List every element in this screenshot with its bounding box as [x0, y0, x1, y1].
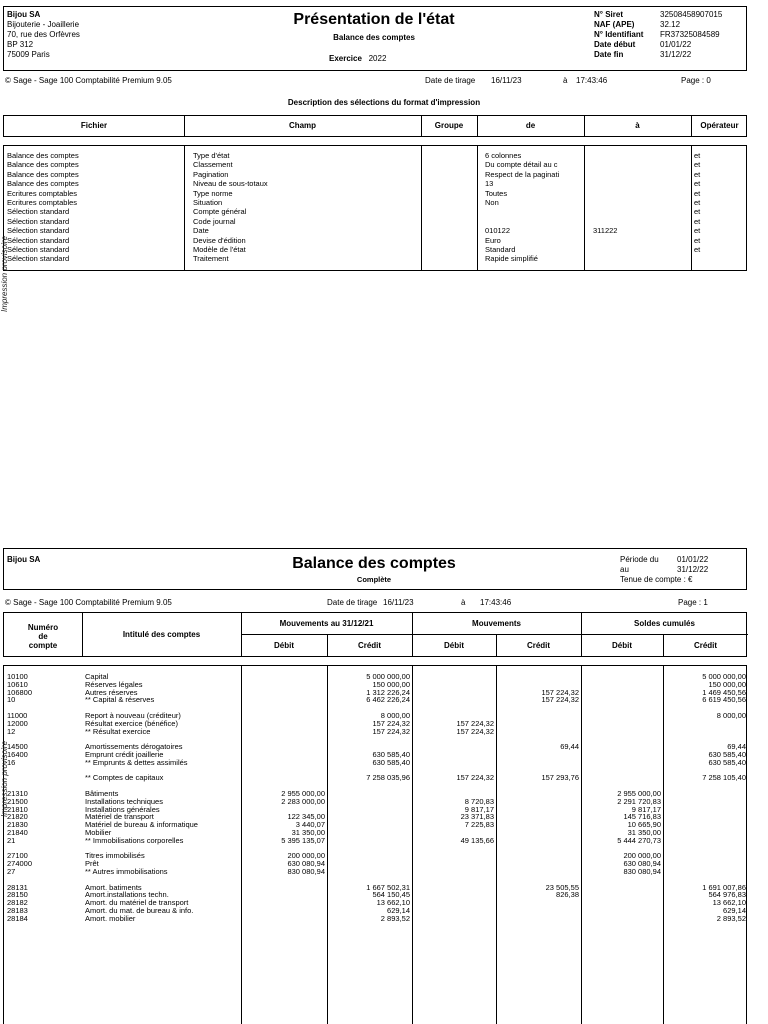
print-info-line	[5, 598, 745, 608]
date-tirage: 16/11/23	[491, 76, 522, 85]
solde-credit: 8 000,00	[716, 711, 746, 720]
exercice	[329, 54, 386, 63]
col-credit: Crédit	[693, 641, 718, 650]
col-debit: Débit	[612, 641, 632, 650]
selection-cell: Balance des comptes	[7, 169, 79, 179]
solde-credit: 13 662,10	[712, 898, 746, 908]
solde-credit: 1 469 450,56	[702, 687, 746, 697]
mvt-ant-debit: 630 080,94	[287, 859, 325, 869]
mvt-ant-credit: 157 224,32	[372, 726, 410, 736]
info-label: N° Identifiant	[594, 30, 644, 39]
selection-cell: 010122	[485, 226, 511, 236]
table-row	[4, 837, 748, 845]
balance-header-box	[3, 548, 747, 590]
mvt-credit: 69,44	[560, 742, 579, 752]
info-value: 32.12	[660, 20, 681, 29]
info-value: FR37325084589	[660, 30, 720, 39]
mvt-ant-credit: 157 224,32	[372, 718, 410, 728]
account-number: 274000	[7, 859, 33, 869]
page-balance	[0, 545, 768, 1024]
mvt-ant-debit: 2 283 000,00	[281, 796, 325, 806]
mvt-credit: 23 505,55	[545, 882, 579, 892]
selection-cell: 6 colonnes	[485, 151, 522, 160]
account-number: 21	[7, 835, 16, 845]
table-row	[4, 759, 748, 767]
mvt-ant-credit: 5 000 000,00	[366, 672, 410, 681]
mvt-ant-debit: 31 350,00	[291, 828, 325, 837]
selection-cell: et	[694, 169, 701, 179]
account-number: 106800	[7, 687, 33, 697]
selection-cell: Pagination	[193, 169, 229, 179]
selection-header	[3, 115, 747, 137]
mvt-credit: 157 224,32	[541, 687, 579, 697]
account-number: 16400	[7, 750, 28, 759]
exercice-value: 2022	[368, 54, 387, 63]
col-credit: Crédit	[357, 641, 382, 650]
selection-cell: Compte général	[193, 207, 247, 217]
selection-cell: Situation	[193, 198, 223, 207]
selection-cell: Niveau de sous-totaux	[193, 179, 268, 189]
selection-cell: Sélection standard	[7, 207, 70, 217]
print-time: 17:43:46	[576, 76, 608, 85]
account-number: 12000	[7, 718, 28, 728]
col-groupe: Groupe	[434, 121, 464, 130]
col-intitule: Intitulé des comptes	[122, 630, 201, 639]
col-debit: Débit	[274, 641, 294, 650]
account-label: Résultat exercice (bénéfice)	[85, 718, 178, 728]
account-number: 21500	[7, 796, 28, 806]
company-line: BP 312	[7, 40, 34, 49]
periode-label: au	[620, 565, 629, 574]
mvt-ant-credit: 8 000,00	[380, 711, 410, 720]
selection-cell: Balance des comptes	[7, 151, 79, 160]
page-presentation	[0, 0, 768, 320]
col-group-mvt-anterieur: Mouvements au 31/12/21	[279, 619, 374, 628]
account-label: Amort.installations techn.	[85, 890, 169, 900]
account-number: 10	[7, 695, 16, 705]
account-label: Emprunt crédit joaillerie	[85, 750, 164, 759]
account-number: 14500	[7, 742, 28, 752]
account-number: 10100	[7, 672, 28, 681]
selection-row	[4, 152, 748, 160]
mvt-ant-credit: 2 893,52	[380, 913, 410, 923]
software-label: © Sage - Sage 100 Comptabilité Premium 9.05	[5, 76, 172, 85]
col-de: de	[525, 121, 536, 130]
periode-label: Tenue de compte : €	[620, 575, 693, 584]
selection-cell: et	[694, 216, 701, 226]
mvt-ant-debit: 2 955 000,00	[281, 789, 325, 798]
periode-values	[677, 555, 745, 575]
account-number: 28131	[7, 882, 28, 892]
a-label: à	[461, 598, 466, 607]
mvt-ant-debit: 830 080,94	[287, 867, 325, 876]
page-subtitle: Balance des comptes	[333, 33, 415, 42]
balance-column-header	[3, 612, 747, 657]
selection-cell: et	[694, 235, 701, 245]
mvt-ant-credit: 1 312 226,24	[366, 687, 410, 697]
selection-cell: Balance des comptes	[7, 179, 79, 189]
account-number: 28182	[7, 898, 28, 908]
periode-value: 01/01/22	[677, 555, 709, 564]
account-label: Mobilier	[85, 828, 112, 837]
mvt-credit: 826,38	[556, 890, 579, 900]
selection-cell: et	[694, 160, 701, 170]
account-label: ** Emprunts & dettes assimilés	[85, 757, 188, 767]
selection-cell: et	[694, 226, 701, 236]
selection-cell: Toutes	[485, 188, 508, 198]
selection-cell: 311222	[593, 226, 618, 236]
account-number: 11000	[7, 711, 28, 720]
selection-cell: Rapide simplifié	[485, 254, 538, 264]
mvt-ant-credit: 13 662,10	[376, 898, 410, 908]
mvt-credit: 157 293,76	[541, 773, 579, 783]
col-credit: Crédit	[526, 641, 551, 650]
account-number: 10610	[7, 679, 28, 689]
col-numero-line: compte	[28, 641, 58, 650]
account-label: Autres réserves	[85, 687, 138, 697]
col-group-soldes: Soldes cumulés	[634, 619, 695, 628]
info-label: Date début	[594, 40, 636, 49]
selection-cell: Standard	[485, 245, 516, 254]
account-label: Bâtiments	[85, 789, 119, 798]
selection-cell: Balance des comptes	[7, 160, 79, 170]
solde-credit: 69,44	[727, 742, 746, 752]
account-number: 21310	[7, 789, 28, 798]
mvt-ant-debit: 200 000,00	[287, 851, 325, 861]
selection-cell: Sélection standard	[7, 216, 70, 226]
a-label: à	[563, 76, 568, 85]
account-number: 28183	[7, 906, 28, 915]
account-number: 27100	[7, 851, 28, 861]
watermark: Impression provisoire	[0, 740, 9, 817]
watermark: Impression provisoire	[0, 235, 9, 312]
selection-cell: Sélection standard	[7, 226, 70, 236]
selection-row	[4, 246, 748, 254]
page-number: Page : 1	[678, 598, 708, 607]
selection-cell: et	[694, 198, 701, 207]
mvt-ant-credit: 150 000,00	[372, 679, 410, 689]
page-title: Présentation de l'état	[293, 11, 455, 28]
selection-cell: Ecritures comptables	[7, 188, 78, 198]
account-number: 21810	[7, 804, 28, 814]
solde-debit: 145 716,83	[623, 812, 661, 822]
selection-row	[4, 218, 748, 226]
mvt-ant-debit: 122 345,00	[287, 812, 325, 822]
mvt-ant-credit: 7 258 035,96	[366, 773, 410, 783]
account-label: Amort. mobilier	[85, 913, 136, 923]
account-label: Amort. du mat. de bureau & info.	[85, 906, 194, 915]
balance-subtitle: Complète	[356, 575, 392, 584]
selection-row	[4, 190, 748, 198]
mvt-debit: 23 371,83	[460, 812, 494, 822]
solde-credit: 6 619 450,56	[702, 695, 746, 705]
mvt-debit: 157 224,32	[456, 718, 494, 728]
info-value: 31/12/22	[660, 50, 692, 59]
solde-debit: 200 000,00	[623, 851, 661, 861]
solde-debit: 2 291 720,83	[617, 796, 661, 806]
info-labels	[594, 10, 664, 60]
account-label: ** Comptes de capitaux	[85, 773, 164, 783]
selection-cell: 13	[485, 179, 494, 189]
selection-row	[4, 227, 748, 235]
account-label: Report à nouveau (créditeur)	[85, 711, 181, 720]
info-value: 32508458907015	[660, 10, 723, 19]
col-fichier: Fichier	[80, 121, 108, 130]
col-a: à	[635, 121, 640, 130]
selection-row	[4, 180, 748, 188]
col-group-mouvements: Mouvements	[472, 619, 521, 628]
mvt-ant-credit: 564 150,45	[372, 890, 410, 900]
date-tirage-label: Date de tirage	[425, 76, 476, 85]
account-label: Amort. batiments	[85, 882, 142, 892]
date-tirage: 16/11/23	[383, 598, 414, 607]
account-number: 28184	[7, 913, 28, 923]
selection-row	[4, 208, 748, 216]
mvt-debit: 7 225,83	[464, 820, 494, 830]
account-label: Installations générales	[85, 804, 160, 814]
selection-row	[4, 161, 748, 169]
account-label: Matériel de transport	[85, 812, 154, 822]
info-label: NAF (APE)	[594, 20, 635, 29]
company-name: Bijou SA	[7, 555, 41, 564]
table-row	[4, 915, 748, 923]
info-label: Date fin	[594, 50, 624, 59]
account-label: ** Autres immobilisations	[85, 867, 168, 876]
table-row	[4, 868, 748, 876]
account-number: 21830	[7, 820, 28, 830]
solde-debit: 31 350,00	[627, 828, 661, 837]
selection-cell: Ecritures comptables	[7, 198, 78, 207]
col-debit: Débit	[444, 641, 464, 650]
solde-credit: 5 000 000,00	[702, 672, 746, 681]
mvt-ant-debit: 3 440,07	[295, 820, 325, 830]
selection-row	[4, 255, 748, 263]
table-row	[4, 728, 748, 736]
account-label: Prêt	[85, 859, 99, 869]
company-line: Bijouterie - Joaillerie	[7, 20, 80, 29]
selection-cell: Code journal	[193, 216, 236, 226]
solde-credit: 564 976,83	[708, 890, 746, 900]
account-number: 16	[7, 757, 16, 767]
col-champ: Champ	[288, 121, 317, 130]
company-name: Bijou SA	[7, 10, 41, 19]
account-label: ** Résultat exercice	[85, 726, 151, 736]
solde-credit: 2 893,52	[716, 913, 746, 923]
mvt-debit: 157 224,32	[456, 726, 494, 736]
account-label: Amortissements dérogatoires	[85, 742, 183, 752]
balance-table	[3, 665, 747, 1024]
selection-cell: Sélection standard	[7, 235, 70, 245]
balance-rows	[4, 673, 748, 1024]
selection-cell: Du compte détail au c	[485, 160, 558, 170]
account-number: 21840	[7, 828, 28, 837]
solde-credit: 150 000,00	[708, 679, 746, 689]
mvt-ant-debit: 5 395 135,07	[281, 835, 325, 845]
selection-row	[4, 171, 748, 179]
mvt-ant-credit: 630 585,40	[372, 750, 410, 759]
solde-debit: 2 955 000,00	[617, 789, 661, 798]
selection-cell: et	[694, 188, 701, 198]
col-numero-line: Numéro	[27, 623, 59, 632]
info-values	[660, 10, 746, 60]
mvt-ant-credit: 6 462 226,24	[366, 695, 410, 705]
mvt-ant-credit: 1 667 502,31	[366, 882, 410, 892]
selection-table	[3, 145, 747, 271]
selection-cell: Type norme	[193, 188, 233, 198]
selection-cell: Devise d'édition	[193, 235, 246, 245]
selection-cell: et	[694, 245, 701, 254]
selection-cell: Non	[485, 198, 499, 207]
print-info-line	[5, 76, 745, 86]
company-block	[7, 10, 147, 60]
mvt-debit: 157 224,32	[456, 773, 494, 783]
account-number: 21820	[7, 812, 28, 822]
header-box	[3, 6, 747, 71]
balance-title: Balance des comptes	[292, 555, 456, 572]
info-label: N° Siret	[594, 10, 623, 19]
col-numero-line: de	[38, 632, 48, 641]
selection-cell: Euro	[485, 235, 501, 245]
selection-cell: et	[694, 179, 701, 189]
selection-cell: Sélection standard	[7, 254, 70, 264]
solde-credit: 630 585,40	[708, 757, 746, 767]
account-number: 28150	[7, 890, 28, 900]
info-value: 01/01/22	[660, 40, 692, 49]
exercice-label: Exercice	[329, 54, 362, 63]
solde-credit: 629,14	[723, 906, 746, 915]
software-label: © Sage - Sage 100 Comptabilité Premium 9.05	[5, 598, 172, 607]
selection-cell: et	[694, 207, 701, 217]
company-line: 75009 Paris	[7, 50, 50, 59]
selection-cell: Date	[193, 226, 209, 236]
solde-debit: 630 080,94	[623, 859, 661, 869]
section-title: Description des sélections du format d'impression	[287, 98, 481, 107]
selection-row	[4, 237, 748, 245]
solde-credit: 630 585,40	[708, 750, 746, 759]
mvt-credit: 157 224,32	[541, 695, 579, 705]
solde-credit: 1 691 007,86	[702, 882, 746, 892]
selection-cell: Classement	[193, 160, 233, 170]
selection-cell: Traitement	[193, 254, 229, 264]
account-label: Titres immobilisés	[85, 851, 145, 861]
solde-debit: 9 817,17	[631, 804, 661, 814]
selection-cell: Sélection standard	[7, 245, 70, 254]
account-number: 12	[7, 726, 16, 736]
page-number: Page : 0	[681, 76, 711, 85]
solde-debit: 830 080,94	[623, 867, 661, 876]
print-time: 17:43:46	[480, 598, 512, 607]
selection-cell: Modèle de l'état	[193, 245, 246, 254]
date-tirage-label: Date de tirage	[327, 598, 378, 607]
account-label: ** Capital & réserves	[85, 695, 155, 705]
solde-credit: 7 258 105,40	[702, 773, 746, 783]
selection-row	[4, 199, 748, 207]
mvt-debit: 8 720,83	[464, 796, 494, 806]
col-operateur: Opérateur	[700, 121, 739, 130]
selection-cell: et	[694, 151, 701, 160]
mvt-ant-credit: 629,14	[387, 906, 410, 915]
selection-rows	[4, 152, 748, 270]
col-numero	[4, 623, 82, 650]
account-label: Installations techniques	[85, 796, 163, 806]
selection-cell: Respect de la paginati	[485, 169, 560, 179]
account-label: Capital	[85, 672, 109, 681]
solde-debit: 10 665,90	[627, 820, 661, 830]
mvt-debit: 9 817,17	[464, 804, 494, 814]
account-label: ** Immobilisations corporelles	[85, 835, 184, 845]
selection-cell: Type d'état	[193, 151, 230, 160]
account-label: Amort. du matériel de transport	[85, 898, 189, 908]
company-line: 70, rue des Orfèvres	[7, 30, 80, 39]
periode-value: 31/12/22	[677, 565, 709, 574]
table-row	[4, 696, 748, 704]
account-number: 27	[7, 867, 16, 876]
account-label: Réserves légales	[85, 679, 143, 689]
account-label: Matériel de bureau & informatique	[85, 820, 198, 830]
mvt-debit: 49 135,66	[460, 835, 494, 845]
solde-debit: 5 444 270,73	[617, 835, 661, 845]
table-row	[4, 774, 748, 782]
mvt-ant-credit: 630 585,40	[372, 757, 410, 767]
periode-label: Période du	[620, 555, 659, 564]
